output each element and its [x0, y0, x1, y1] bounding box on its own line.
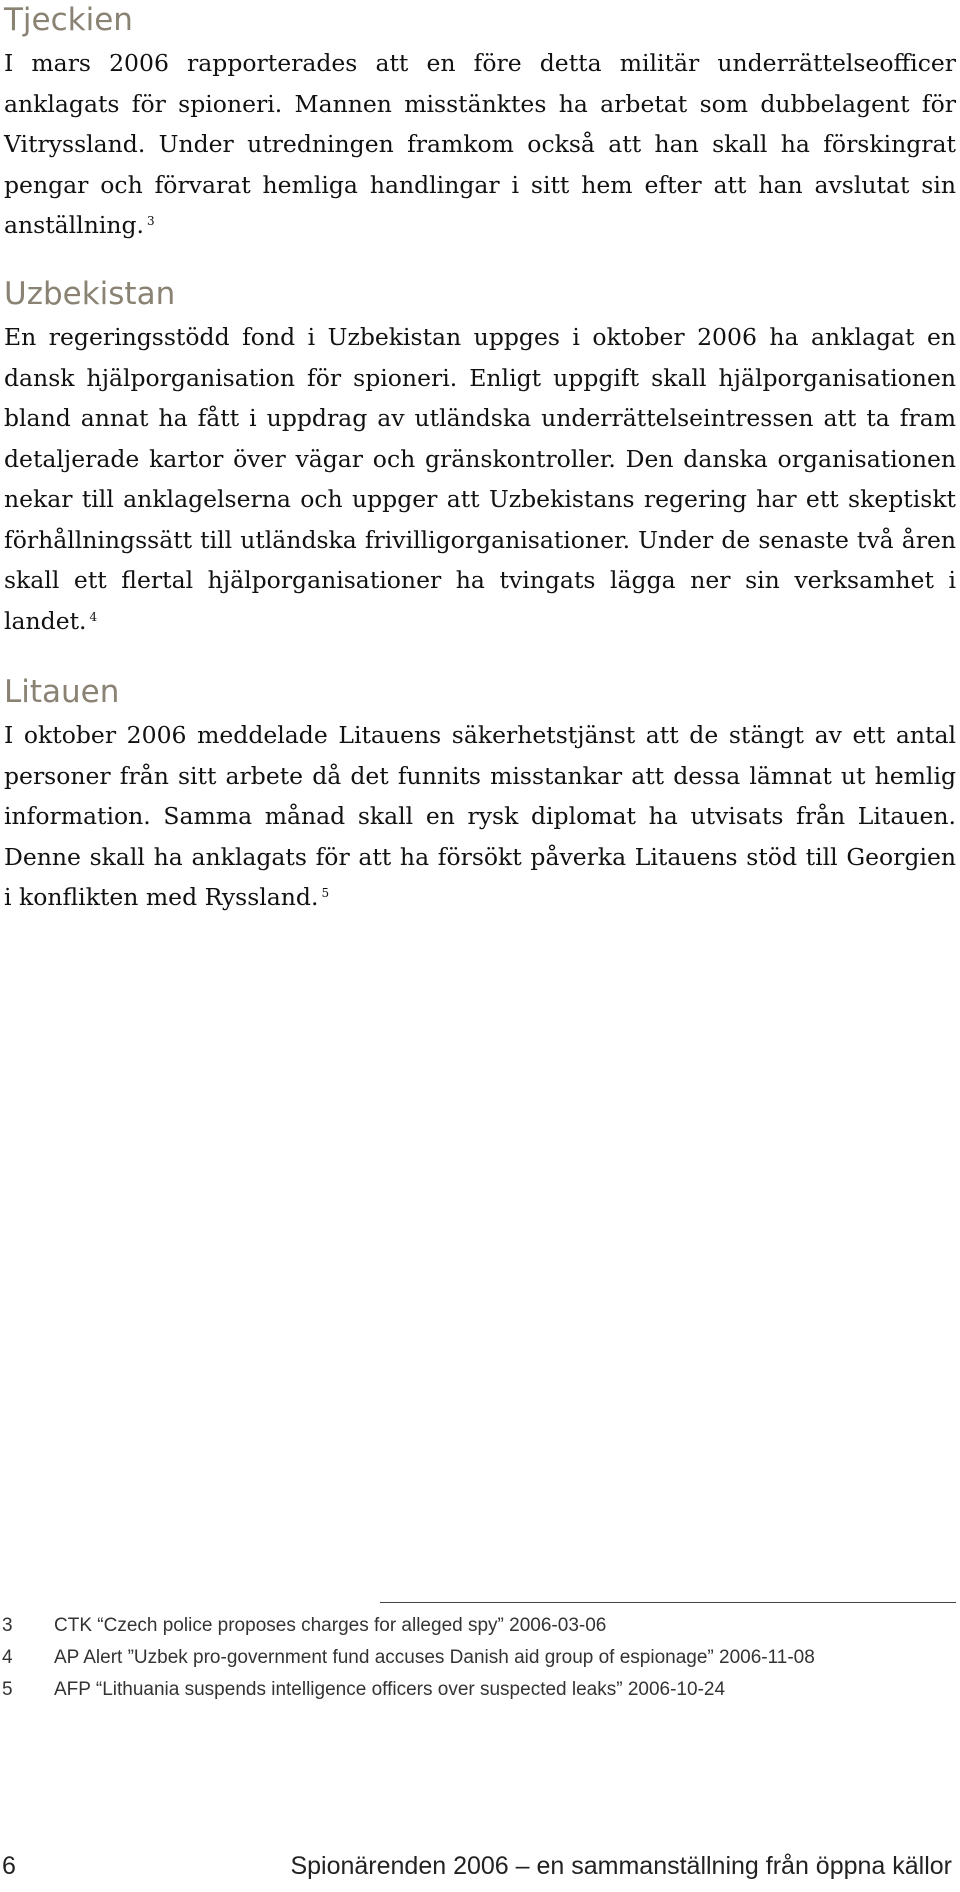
paragraph-text: I oktober 2006 meddelade Litauens säkerhetstjänst att de stängt av ett antal personer från sitt arbete då det funnits misstankar att dessa lämnat ut hemlig information. Samma månad skall en rysk diplomat ha utvisats från Litauen. Denne skall ha anklagats för att ha försökt påverka Litauens stöd till Georgien i konflikten med Ryssland. — [4, 721, 956, 911]
footnote — [2, 1674, 952, 1706]
footnotes — [2, 1610, 952, 1706]
footnote-ref: 5 — [321, 886, 330, 900]
footnote-text: AP Alert ”Uzbek pro-government fund accuses Danish aid group of espionage” 2006-11-08 — [54, 1647, 815, 1668]
running-title: Spionärenden 2006 – en sammanställning från öppna källor — [290, 1852, 952, 1880]
paragraph-text: I mars 2006 rapporterades att en före detta militär underrättelseofficer anklagats för spioneri. Mannen misstänktes ha arbetat som dubbelagent för Vitryssland. Under utredningen framkom också att han skall ha förskingrat pengar och förvarat hemliga handlingar i sitt hem efter att han avslutat sin anställning. — [4, 49, 956, 239]
section-tjeckien — [4, 0, 956, 246]
section-uzbekistan — [4, 274, 956, 641]
footnote — [2, 1610, 952, 1642]
footnote-number: 4 — [2, 1647, 13, 1668]
section-paragraph — [4, 715, 956, 918]
footnote-text: AFP “Lithuania suspends intelligence officers over suspected leaks” 2006-10-24 — [54, 1679, 726, 1700]
footnote-ref: 3 — [147, 214, 155, 228]
section-heading: Litauen — [4, 674, 120, 710]
section-heading: Uzbekistan — [4, 276, 176, 312]
section-heading: Tjeckien — [4, 2, 133, 38]
page-number: 6 — [2, 1852, 16, 1880]
section-litauen — [4, 672, 956, 918]
footnote-ref: 4 — [89, 609, 98, 624]
section-paragraph — [4, 317, 956, 641]
paragraph-text: En regeringsstödd fond i Uzbekistan uppges i oktober 2006 ha anklagat en dansk hjälporganisation för spioneri. Enligt uppgift skall hjälporganisationen bland annat ha fått i uppdrag av utländska underrättelseintressen att ta fram detaljerade kartor över vägar och gränskontroller. Den danska organisationen nekar till anklagelserna och uppger att Uzbekistans regering har ett skeptiskt förhållningssätt till utländska frivilligorganisationer. Under de senaste två åren skall ett flertal hjälporganisationer ha tvingats lägga ner sin verksamhet i landet. — [4, 323, 956, 635]
footnote-text: CTK “Czech police proposes charges for alleged spy” 2006-03-06 — [54, 1615, 607, 1636]
footnote-divider — [380, 1602, 956, 1603]
footnote-number: 5 — [2, 1679, 13, 1700]
footnote-number: 3 — [2, 1615, 13, 1636]
page-footer — [2, 1852, 952, 1882]
footnote — [2, 1642, 952, 1674]
section-paragraph — [4, 43, 956, 246]
